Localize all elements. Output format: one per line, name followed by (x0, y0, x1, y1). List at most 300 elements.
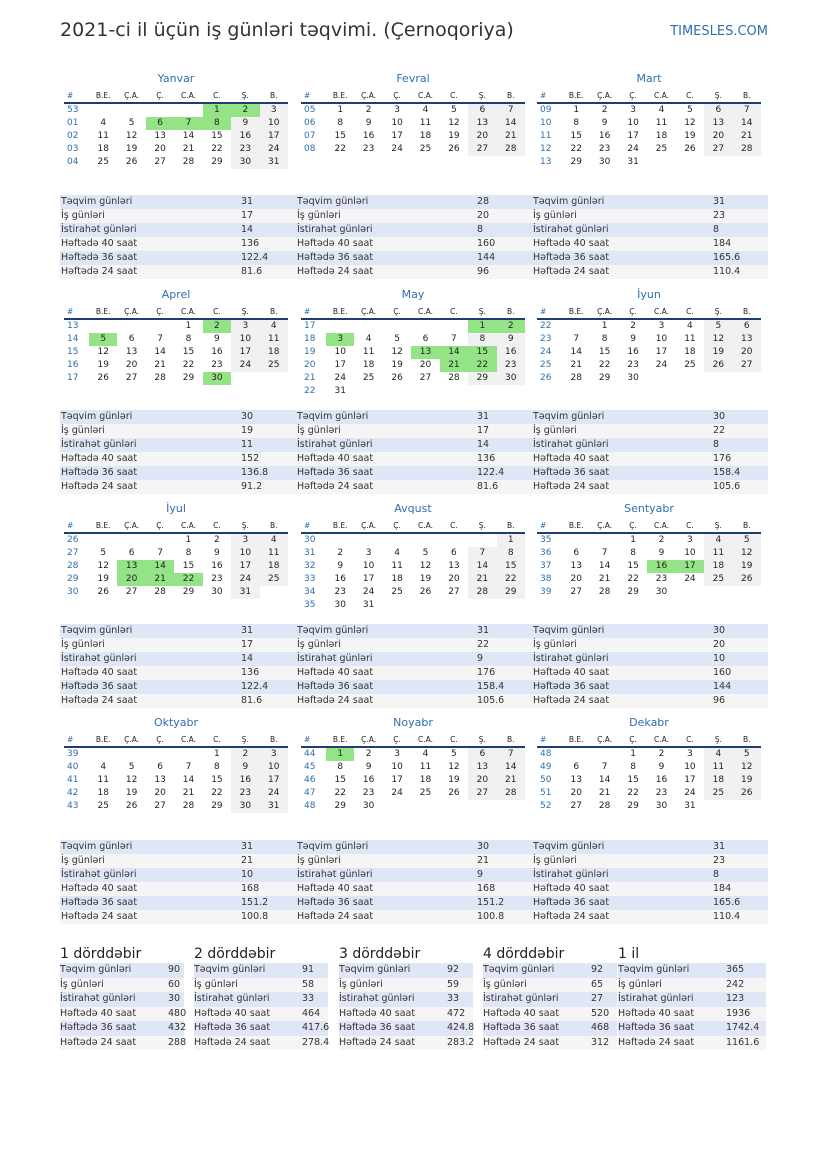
weekday-label: Ç. (629, 521, 637, 530)
day-cell (468, 800, 496, 813)
summary-label: İş günləri (60, 978, 104, 990)
day-cell: 30 (334, 600, 346, 610)
stats-label: Həftədə 24 saat (61, 911, 138, 922)
day-cell: 15 (627, 775, 639, 785)
stats-row (532, 466, 768, 480)
weekday-label: C. (686, 91, 694, 100)
stats-value: 144 (477, 252, 496, 263)
day-cell: 20 (419, 360, 432, 370)
stats-row (296, 882, 532, 896)
stats-value: 160 (713, 667, 732, 678)
stats-value: 8 (713, 439, 720, 450)
day-cell (704, 586, 732, 599)
summary-row (60, 963, 184, 978)
day-cell: 30 (231, 156, 259, 169)
stats-label: İstirahət günləri (297, 869, 373, 880)
month-name: Aprel (161, 288, 191, 301)
day-cell: 24 (231, 573, 259, 586)
week-number: 39 (67, 749, 79, 759)
stats-value: 81.6 (241, 266, 263, 277)
stats-row (296, 237, 532, 251)
week-row (301, 787, 525, 800)
day-cell: 4 (100, 118, 107, 128)
day-cell: 30 (655, 801, 668, 811)
day-cell: 23 (334, 587, 346, 597)
summary-row (194, 992, 328, 1007)
stats-row (296, 195, 532, 209)
day-cell: 4 (260, 320, 288, 333)
day-cell: 7 (601, 762, 608, 772)
quarter-summary (339, 946, 473, 1050)
day-cell (647, 156, 675, 169)
week-number: 35 (540, 535, 552, 545)
day-cell: 8 (497, 547, 525, 560)
week-number: 03 (67, 144, 79, 154)
day-cell: 18 (97, 788, 109, 798)
stats-label: Təqvim günləri (297, 411, 369, 422)
day-cell: 24 (391, 144, 403, 154)
summary-label: Təqvim günləri (339, 964, 411, 975)
summary-label: Həftədə 40 saat (194, 1007, 271, 1019)
summary-label: Həftədə 36 saat (339, 1022, 416, 1033)
day-cell: 19 (733, 560, 761, 573)
stats-value: 100.8 (477, 911, 505, 922)
month-calendar (537, 72, 761, 169)
week-number: 49 (540, 762, 552, 772)
day-cell (383, 599, 411, 612)
month-stats (296, 624, 532, 708)
day-cell: 12 (448, 118, 460, 128)
weekday-label: B. (742, 735, 751, 744)
day-cell: 29 (627, 801, 639, 811)
week-row (301, 130, 525, 143)
day-cell: 26 (448, 144, 460, 154)
day-cell: 26 (125, 801, 138, 811)
day-cell (497, 800, 525, 813)
day-cell: 12 (704, 333, 732, 346)
day-cell: 24 (684, 574, 696, 584)
weekday-label: C.A. (653, 307, 669, 316)
day-cell: 25 (704, 787, 732, 800)
stats-value: 9 (477, 653, 484, 664)
week-row (301, 359, 525, 372)
stats-value: 158.4 (477, 681, 505, 692)
day-cell: 26 (684, 144, 696, 154)
week-number: 26 (540, 373, 552, 383)
day-cell: 17 (391, 775, 403, 785)
week-number: 16 (67, 360, 79, 370)
day-cell: 6 (146, 117, 174, 130)
stats-value: 184 (713, 238, 732, 249)
day-cell: 15 (627, 561, 639, 571)
weekday-label: Ş. (241, 521, 249, 530)
stats-label: İstirahət günləri (61, 869, 137, 880)
day-cell: 1 (630, 535, 636, 545)
day-cell: 4 (658, 105, 665, 115)
day-cell: 28 (468, 586, 496, 599)
stats-row (532, 854, 768, 868)
weekday-label: # (67, 307, 74, 316)
day-cell (440, 385, 468, 398)
stats-value: 28 (477, 196, 490, 207)
stats-row (60, 209, 296, 223)
day-cell: 22 (497, 573, 525, 586)
month-stats (296, 410, 532, 494)
day-cell: 19 (448, 131, 460, 141)
day-cell: 11 (260, 547, 288, 560)
day-cell: 27 (468, 787, 496, 800)
stats-row (296, 624, 532, 638)
week-number: 09 (540, 105, 552, 115)
stats-value: 100.8 (241, 911, 269, 922)
weekday-header (64, 305, 288, 320)
stats-label: İstirahət günləri (297, 653, 373, 664)
day-cell: 29 (497, 586, 525, 599)
week-number: 53 (67, 105, 79, 115)
summary-label: Həftədə 36 saat (618, 1022, 695, 1033)
weekday-label: # (304, 91, 311, 100)
day-cell: 1 (601, 321, 608, 331)
stats-value: 22 (477, 639, 490, 650)
day-cell: 30 (362, 801, 375, 811)
day-cell: 17 (231, 346, 259, 359)
week-row (64, 130, 288, 143)
stats-row (60, 854, 296, 868)
day-cell: 5 (89, 333, 117, 346)
weekday-label: C.A. (653, 735, 669, 744)
stats-value: 10 (241, 869, 254, 880)
day-cell (146, 534, 174, 547)
day-cell: 25 (362, 373, 375, 383)
week-row (64, 320, 288, 333)
quarter-title: 1 il (618, 946, 640, 962)
day-cell: 22 (627, 788, 639, 798)
day-cell: 8 (630, 548, 636, 558)
day-cell: 5 (733, 534, 761, 547)
day-cell: 29 (334, 801, 346, 811)
stats-label: İş günləri (61, 855, 105, 866)
weekday-label: C.A. (417, 735, 433, 744)
day-cell: 9 (658, 762, 665, 772)
stats-label: Həftədə 36 saat (61, 681, 138, 692)
weekday-label: C. (450, 735, 458, 744)
week-row (537, 534, 761, 547)
month-calendar (64, 72, 288, 169)
summary-row (194, 1021, 328, 1036)
stats-row (296, 638, 532, 652)
stats-value: 184 (713, 883, 732, 894)
day-cell (354, 534, 382, 547)
stats-value: 30 (477, 841, 490, 852)
day-cell: 6 (128, 334, 135, 344)
day-cell: 14 (182, 775, 195, 785)
weekday-label: C. (450, 521, 458, 530)
week-number: 27 (67, 548, 79, 558)
week-number: 11 (540, 131, 552, 141)
day-cell: 22 (570, 144, 582, 154)
day-cell: 3 (658, 321, 665, 331)
weekday-label: C. (213, 91, 221, 100)
week-number: 45 (304, 762, 316, 772)
summary-row (60, 1007, 187, 1022)
week-row (301, 385, 525, 398)
day-cell (146, 320, 174, 333)
day-cell: 24 (362, 587, 375, 597)
day-cell: 20 (117, 573, 145, 586)
day-cell: 2 (365, 105, 372, 115)
day-cell: 8 (573, 118, 580, 128)
day-cell: 22 (334, 788, 346, 798)
stats-value: 19 (241, 425, 254, 436)
weekday-label: Ç. (393, 735, 401, 744)
day-cell: 6 (468, 104, 496, 117)
week-row (301, 333, 525, 346)
week-row (537, 372, 761, 385)
weekday-label: C. (686, 307, 694, 316)
day-cell: 29 (211, 157, 223, 167)
day-cell: 22 (174, 573, 202, 586)
day-cell: 26 (97, 373, 109, 383)
stats-value: 21 (241, 855, 254, 866)
day-cell (411, 534, 439, 547)
stats-row (296, 265, 532, 279)
week-row (537, 117, 761, 130)
quarter-summary (618, 946, 766, 1050)
day-cell: 7 (468, 547, 496, 560)
weekday-label: Ç. (393, 307, 401, 316)
weekday-label: Ç. (156, 307, 164, 316)
day-cell: 24 (260, 143, 288, 156)
day-cell: 30 (497, 372, 525, 385)
week-row (64, 143, 288, 156)
summary-label: Həftədə 40 saat (483, 1007, 560, 1019)
day-cell: 15 (182, 347, 195, 357)
month-name: Sentyabr (624, 502, 674, 515)
day-cell: 14 (154, 347, 166, 357)
day-cell: 21 (733, 130, 761, 143)
day-cell: 26 (97, 587, 109, 597)
stats-value: 151.2 (241, 897, 269, 908)
month-name: Dekabr (629, 716, 669, 729)
day-cell: 13 (704, 117, 732, 130)
day-cell: 14 (146, 560, 174, 573)
weekday-label: B. (742, 91, 751, 100)
day-cell: 9 (337, 561, 344, 571)
stats-label: Həftədə 24 saat (297, 266, 374, 277)
weekday-header (64, 89, 288, 104)
stats-row (60, 624, 296, 638)
summary-row (194, 978, 328, 993)
weekday-label: B.E. (95, 521, 111, 530)
stats-row (532, 910, 768, 924)
stats-row (296, 666, 532, 680)
day-cell: 4 (704, 748, 732, 761)
day-cell: 31 (231, 586, 259, 599)
day-cell (497, 599, 525, 612)
weekday-label: Ç.A. (361, 735, 377, 744)
day-cell (326, 320, 354, 333)
day-cell: 3 (231, 534, 259, 547)
weekday-label: C. (450, 307, 458, 316)
day-cell: 19 (125, 144, 138, 154)
week-row (64, 560, 288, 573)
stats-value: 136 (477, 453, 496, 464)
stats-row (60, 868, 296, 882)
quarter-summary (483, 946, 617, 1050)
stats-row (296, 896, 532, 910)
day-cell: 19 (448, 775, 460, 785)
day-cell: 20 (733, 346, 761, 359)
weekday-label: C. (213, 521, 221, 530)
site-link[interactable]: TIMESLES.COM (670, 24, 768, 39)
day-cell: 24 (260, 787, 288, 800)
day-cell: 11 (97, 775, 109, 785)
day-cell: 21 (497, 774, 525, 787)
day-cell: 7 (733, 104, 761, 117)
stats-value: 151.2 (477, 897, 505, 908)
stats-label: Həftədə 24 saat (297, 481, 374, 492)
weekday-label: Ş. (714, 307, 722, 316)
day-cell: 12 (684, 118, 696, 128)
stats-row (60, 694, 296, 708)
month-stats (532, 195, 768, 279)
weekday-label: Ç. (156, 735, 164, 744)
month-calendar (301, 502, 525, 612)
day-cell: 9 (658, 548, 665, 558)
day-cell (231, 372, 259, 385)
month-name: Avqust (394, 502, 432, 515)
week-row (537, 320, 761, 333)
day-cell: 10 (334, 347, 346, 357)
day-cell: 2 (658, 535, 665, 545)
day-cell (440, 534, 468, 547)
day-cell: 13 (733, 333, 761, 346)
day-cell: 30 (598, 157, 611, 167)
summary-label: İstirahət günləri (483, 993, 559, 1004)
stats-row (532, 652, 768, 666)
month-stats (532, 410, 768, 494)
month-calendar (64, 502, 288, 599)
day-cell: 12 (125, 775, 138, 785)
week-number: 41 (67, 775, 79, 785)
day-cell: 25 (391, 587, 403, 597)
stats-label: Həftədə 24 saat (533, 266, 610, 277)
day-cell: 5 (451, 105, 457, 115)
day-cell: 11 (362, 347, 375, 357)
day-cell: 9 (630, 334, 636, 344)
stats-label: İstirahət günləri (61, 224, 137, 235)
weekday-label: B. (269, 91, 278, 100)
day-cell (411, 800, 439, 813)
day-cell: 1 (630, 749, 636, 759)
summary-row (483, 963, 617, 978)
day-cell: 8 (214, 762, 220, 772)
day-cell: 5 (687, 105, 693, 115)
day-cell (647, 372, 675, 385)
stats-label: Təqvim günləri (61, 196, 133, 207)
stats-row (296, 910, 532, 924)
day-cell: 29 (468, 372, 496, 385)
day-cell: 12 (448, 762, 460, 772)
week-row (537, 156, 761, 169)
day-cell: 26 (125, 157, 138, 167)
day-cell (440, 599, 468, 612)
day-cell (383, 800, 411, 813)
weekday-header (301, 89, 525, 104)
stats-value: 31 (241, 625, 254, 636)
day-cell: 5 (394, 334, 400, 344)
day-cell: 28 (182, 157, 195, 167)
day-cell: 14 (182, 131, 195, 141)
day-cell: 29 (182, 587, 195, 597)
summary-value: 480 (168, 1007, 187, 1019)
stats-row (60, 410, 296, 424)
day-cell: 27 (704, 143, 732, 156)
month-stats (296, 195, 532, 279)
day-cell: 19 (419, 574, 432, 584)
day-cell: 6 (573, 548, 580, 558)
day-cell: 14 (440, 346, 468, 359)
day-cell: 31 (260, 800, 288, 813)
week-number: 29 (67, 574, 79, 584)
week-row (301, 586, 525, 599)
day-cell: 19 (704, 346, 732, 359)
month-stats (532, 624, 768, 708)
day-cell: 3 (687, 535, 693, 545)
day-cell: 6 (422, 334, 429, 344)
weekday-label: # (540, 735, 547, 744)
weekday-label: C. (686, 521, 694, 530)
stats-row (60, 652, 296, 666)
week-row (64, 156, 288, 169)
stats-row (296, 438, 532, 452)
day-cell: 3 (260, 104, 288, 117)
week-number: 21 (304, 373, 316, 383)
week-number: 04 (67, 157, 79, 167)
day-cell: 14 (598, 561, 611, 571)
weekday-label: C. (450, 91, 458, 100)
day-cell: 7 (497, 104, 525, 117)
day-cell: 24 (684, 788, 696, 798)
weekday-label: Ç.A. (124, 307, 140, 316)
day-cell: 17 (627, 131, 639, 141)
stats-label: Həftədə 36 saat (533, 681, 610, 692)
week-number: 22 (304, 386, 316, 396)
week-row (301, 560, 525, 573)
month-stats (60, 840, 296, 924)
stats-row (60, 251, 296, 265)
day-cell (383, 534, 411, 547)
day-cell: 14 (570, 347, 582, 357)
stats-label: Təqvim günləri (533, 625, 605, 636)
stats-row (532, 424, 768, 438)
stats-row (60, 910, 296, 924)
day-cell: 15 (497, 560, 525, 573)
stats-row (60, 466, 296, 480)
day-cell: 18 (391, 574, 403, 584)
stats-value: 136 (241, 238, 260, 249)
day-cell (174, 104, 202, 117)
day-cell: 8 (185, 334, 192, 344)
day-cell: 20 (448, 574, 460, 584)
day-cell: 16 (655, 775, 668, 785)
day-cell: 15 (211, 775, 223, 785)
weekday-label: B. (506, 91, 515, 100)
day-cell: 31 (627, 157, 639, 167)
day-cell: 9 (214, 548, 220, 558)
day-cell: 30 (211, 587, 223, 597)
day-cell: 7 (185, 762, 192, 772)
